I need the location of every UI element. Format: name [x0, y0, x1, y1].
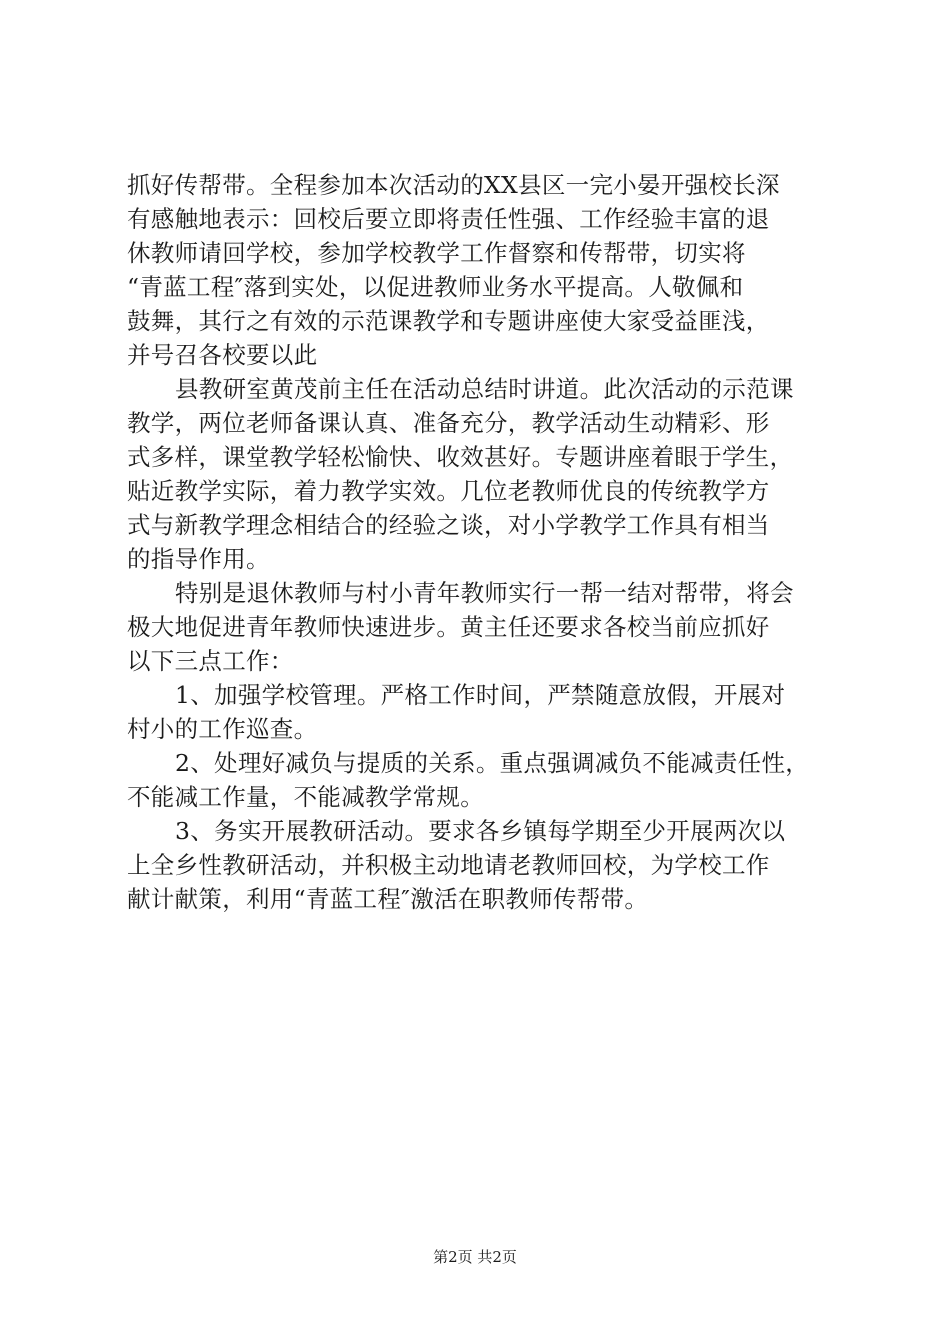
paragraph-2-line-1: 县教研室黄茂前主任在活动总结时讲道。此次活动的示范课: [175, 375, 794, 403]
paragraph-2-line-4: 贴近教学实际，着力教学实效。几位老教师优良的传统教学方: [127, 477, 770, 505]
paragraph-3-line-3: 以下三点工作：: [127, 647, 294, 675]
list-item-3-line-3: 献计献策，利用“青蓝工程″激活在职教师传帮带。: [127, 885, 649, 913]
paragraph-1-line-1: 抓好传帮带。全程参加本次活动的XX县区一完小晏开强校长深: [127, 171, 780, 199]
paragraph-2-line-5: 式与新教学理念相结合的经验之谈，对小学教学工作具有相当: [127, 511, 770, 539]
page-number-footer: 第2页 共2页: [433, 1248, 517, 1266]
list-item-3-line-2: 上全乡性教研活动，并积极主动地请老教师回校，为学校工作: [127, 851, 770, 879]
paragraph-1-line-4: “青蓝工程″落到实处，以促进教师业务水平提高。人敬佩和: [127, 273, 744, 301]
document-body: [127, 168, 827, 916]
paragraph-3-line-2: 极大地促进青年教师快速进步。黄主任还要求各校当前应抓好: [127, 613, 770, 641]
paragraph-2-line-3: 式多样，课堂教学轻松愉快、收效甚好。专题讲座着眼于学生，: [127, 443, 794, 471]
paragraph-1-line-3: 休教师请回学校，参加学校教学工作督察和传帮带，切实将: [127, 239, 746, 267]
paragraph-1-line-2: 有感触地表示：回校后要立即将责任性强、工作经验丰富的退: [127, 205, 770, 233]
paragraph-2-line-2: 教学，两位老师备课认真、准备充分，教学活动生动精彩、形: [127, 409, 770, 437]
list-item-3-line-1: 3、务实开展教研活动。要求各乡镇每学期至少开展两次以: [175, 817, 786, 845]
paragraph-1-line-6: 并号召各校要以此: [127, 341, 318, 369]
list-item-1-line-2: 村小的工作巡查。: [127, 715, 318, 743]
list-item-1-line-1: 1、加强学校管理。严格工作时间，严禁随意放假，开展对: [175, 681, 786, 709]
list-item-2-line-1: 2、处理好减负与提质的关系。重点强调减负不能减责任性，: [175, 749, 810, 777]
paragraph-2-line-6: 的指导作用。: [127, 545, 270, 573]
list-item-2-line-2: 不能减工作量，不能减教学常规。: [127, 783, 484, 811]
paragraph-1-line-5: 鼓舞，其行之有效的示范课教学和专题讲座使大家受益匪浅，: [127, 307, 770, 335]
paragraph-3-line-1: 特别是退休教师与村小青年教师实行一帮一结对帮带，将会: [175, 579, 794, 607]
